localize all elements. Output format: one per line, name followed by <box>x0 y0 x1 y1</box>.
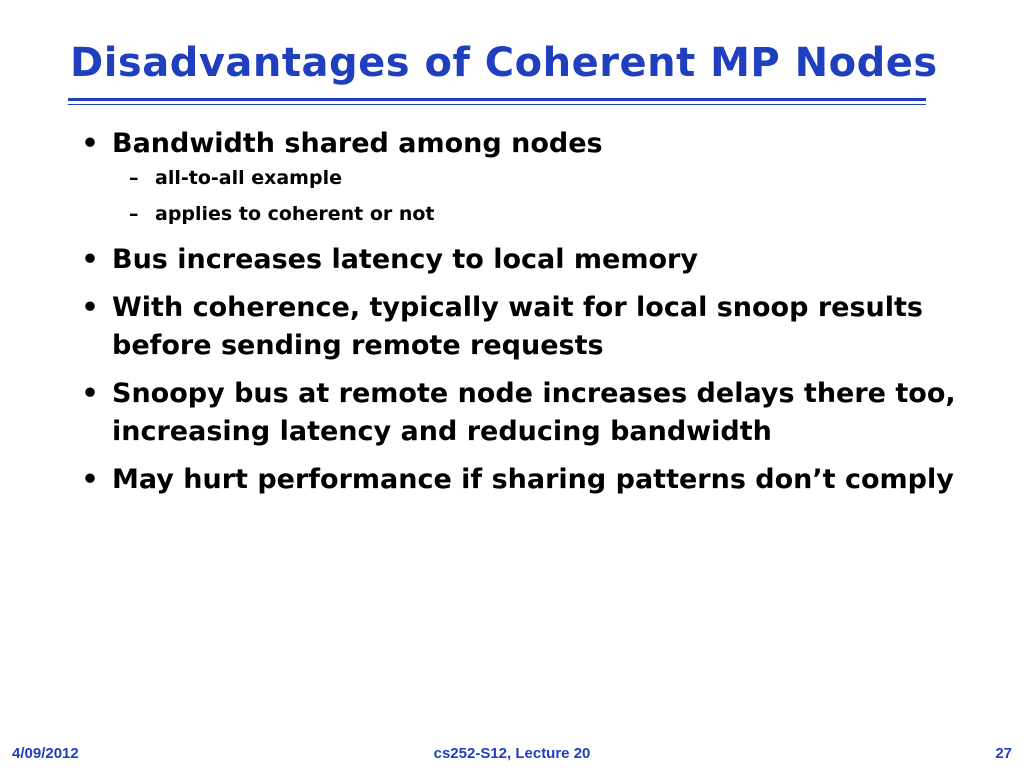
slide-title: Disadvantages of Coherent MP Nodes <box>70 40 938 86</box>
sub-bullet-marker: – <box>129 167 139 189</box>
bullet-marker: • <box>81 244 99 275</box>
bullet-text: May hurt performance if sharing patterns don’t comply <box>112 464 954 495</box>
footer-course-label: cs252-S12, Lecture 20 <box>433 745 591 762</box>
sub-bullet-text: applies to coherent or not <box>155 203 435 225</box>
bullet-marker: • <box>81 378 99 409</box>
bullet-text: With coherence, typically wait for local snoop results before sending remote requests <box>112 292 923 361</box>
sub-bullet-item <box>80 201 970 227</box>
bullet-item <box>80 461 970 499</box>
bullet-list <box>80 125 970 509</box>
bullet-item <box>80 241 970 279</box>
bullet-text: Snoopy bus at remote node increases delays there too, increasing latency and reducing bandwidth <box>112 378 956 447</box>
bullet-item <box>80 125 970 163</box>
bullet-item <box>80 289 970 365</box>
sub-bullet-item <box>80 165 970 191</box>
sub-bullet-text: all-to-all example <box>155 167 342 189</box>
bullet-item <box>80 375 970 451</box>
footer-page-number: 27 <box>995 745 1012 762</box>
bullet-marker: • <box>81 464 99 495</box>
title-underline-thin <box>68 104 926 105</box>
title-underline-thick <box>68 98 926 101</box>
bullet-text: Bandwidth shared among nodes <box>112 128 603 159</box>
bullet-marker: • <box>81 128 99 159</box>
footer-date: 4/09/2012 <box>12 745 79 762</box>
bullet-marker: • <box>81 292 99 323</box>
sub-bullet-marker: – <box>129 203 139 225</box>
bullet-text: Bus increases latency to local memory <box>112 244 698 275</box>
